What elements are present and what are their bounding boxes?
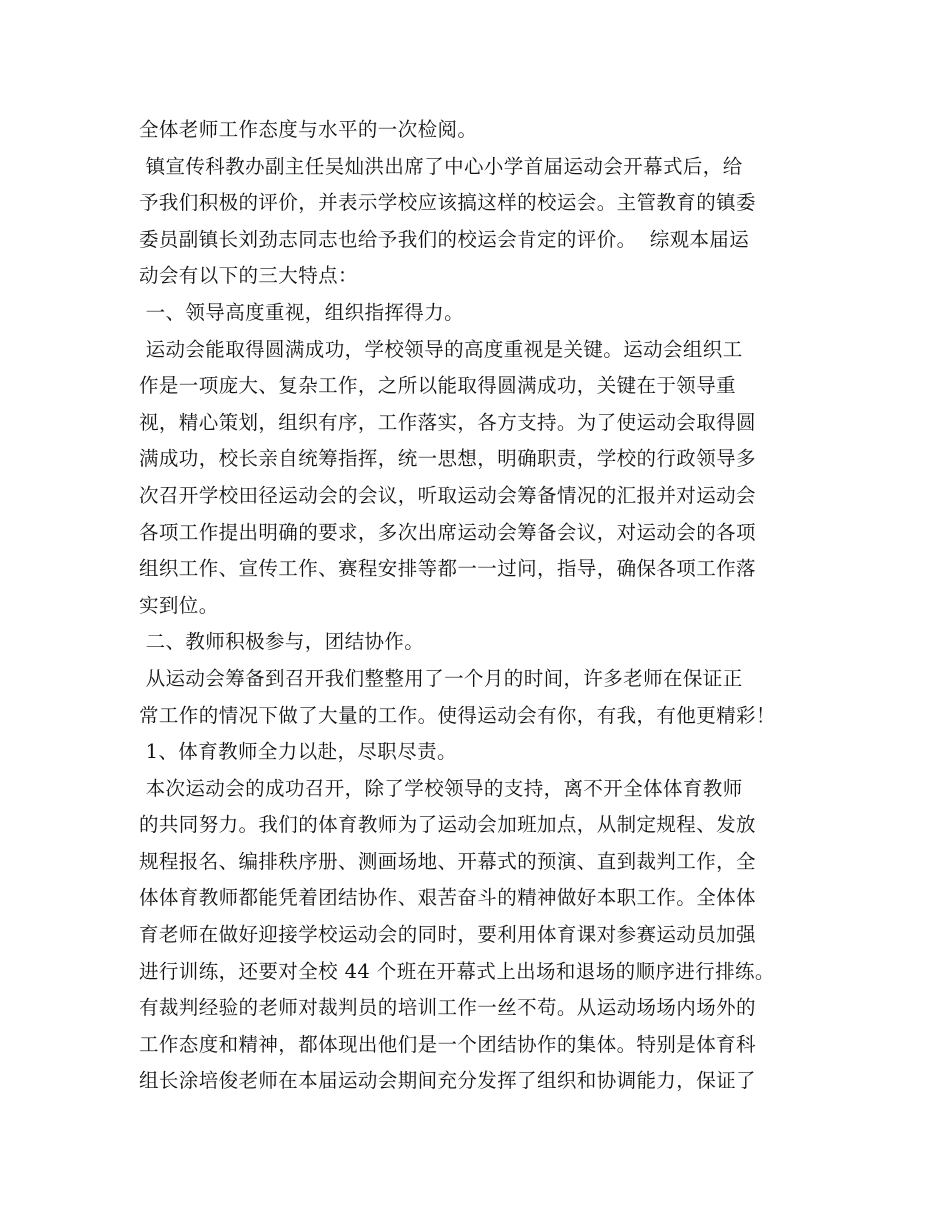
text-line: 予我们积极的评价，并表示学校应该搞这样的校运会。主管教育的镇委 <box>139 191 756 215</box>
text-line: 组织工作、宣传工作、赛程安排等都一一过问，指导，确保各项工作落 <box>139 557 756 581</box>
text-line: 本次运动会的成功召开，除了学校领导的支持，离不开全体体育教师 <box>139 776 743 800</box>
text-line: 组长涂培俊老师在本届运动会期间充分发挥了组织和协调能力，保证了 <box>139 1069 756 1093</box>
text-line: 各项工作提出明确的要求，多次出席运动会筹备会议，对运动会的各项 <box>139 520 756 544</box>
text-line: 次召开学校田径运动会的会议，听取运动会筹备情况的汇报并对运动会 <box>139 483 756 507</box>
text-line: 从运动会筹备到召开我们整整用了一个月的时间，许多老师在保证正 <box>139 666 743 690</box>
text-line: 镇宣传科教办副主任吴灿洪出席了中心小学首届运动会开幕式后，给 <box>139 154 743 178</box>
section-heading: 一、领导高度重视，组织指挥得力。 <box>139 300 464 324</box>
text-line: 动会有以下的三大特点： <box>139 264 358 288</box>
text-line: 规程报名、编排秩序册、测画场地、开幕式的预演、直到裁判工作，全 <box>139 849 756 873</box>
text-line: 有裁判经验的老师对裁判员的培训工作一丝不苟。从运动场场内场外的 <box>139 996 756 1020</box>
text-line: 运动会能取得圆满成功，学校领导的高度重视是关键。运动会组织工 <box>139 337 743 361</box>
text-line: 的共同努力。我们的体育教师为了运动会加班加点，从制定规程、发放 <box>139 813 756 837</box>
section-heading: 二、教师积极参与，团结协作。 <box>139 630 425 654</box>
text-line: 进行训练，还要对全校 44 个班在开幕式上出场和退场的顺序进行排练。 <box>139 959 775 983</box>
text-line: 委员副镇长刘劲志同志也给予我们的校运会肯定的评价。 综观本届运 <box>139 227 750 251</box>
text-line: 全体老师工作态度与水平的一次检阅。 <box>139 118 478 141</box>
text-line: 工作态度和精神，都体现出他们是一个团结协作的集体。特别是体育科 <box>139 1032 756 1056</box>
text-line: 育老师在做好迎接学校运动会的同时，要利用体育课对参赛运动员加强 <box>139 923 756 947</box>
body-text <box>139 112 839 1100</box>
text-line: 满成功，校长亲自统筹指挥，统一思想，明确职责，学校的行政领导多 <box>139 447 756 471</box>
text-line: 常工作的情况下做了大量的工作。使得运动会有你，有我，有他更精彩！ <box>139 703 776 727</box>
subsection-heading: 1、体育教师全力以赴，尽职尽责。 <box>139 740 457 764</box>
text-line: 体体育教师都能凭着团结协作、艰苦奋斗的精神做好本职工作。全体体 <box>139 886 756 910</box>
text-line: 作是一项庞大、复杂工作，之所以能取得圆满成功，关键在于领导重 <box>139 374 737 398</box>
text-line: 视，精心策划，组织有序，工作落实，各方支持。为了使运动会取得圆 <box>139 410 756 434</box>
text-line: 实到位。 <box>139 593 219 617</box>
